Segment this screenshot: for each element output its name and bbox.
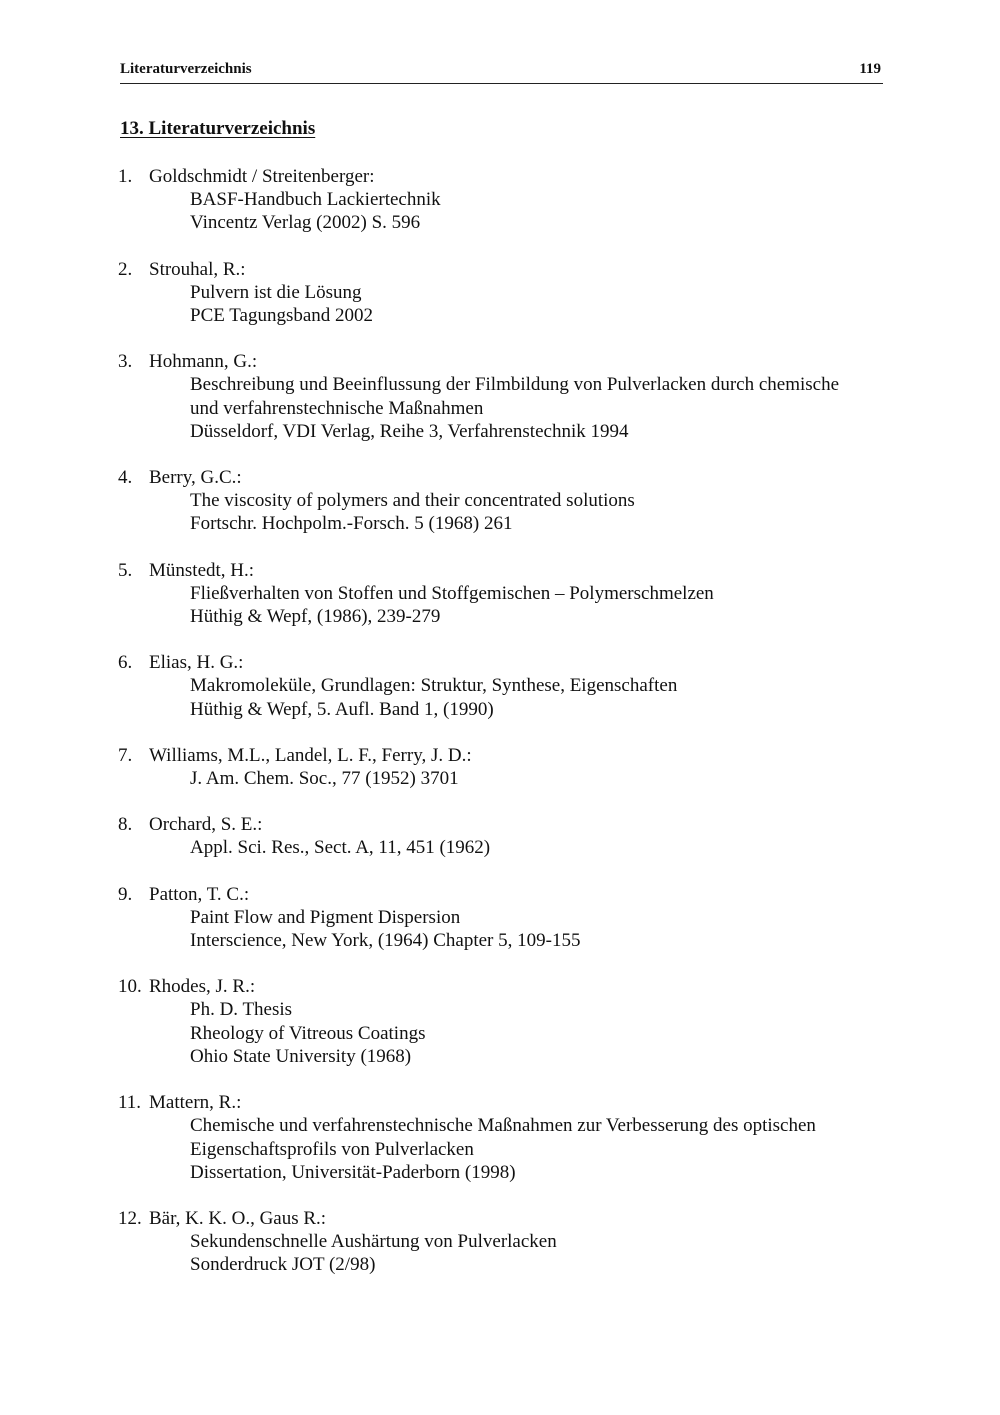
reference-head [118,883,888,906]
running-header-title: Literaturverzeichnis [120,61,252,77]
reference-item [118,883,888,953]
reference-detail-line: BASF-Handbuch Lackiertechnik [190,189,441,211]
reference-detail-line: Eigenschaftsprofils von Pulverlacken [190,1138,474,1160]
section-title: 13. Literaturverzeichnis [120,118,316,139]
reference-detail-line: Sonderdruck JOT (2/98) [190,1254,376,1276]
reference-number: 6. [118,652,133,674]
reference-number: 7. [118,744,133,766]
running-header [120,59,883,84]
reference-number: 2. [118,258,133,280]
reference-item [118,1207,888,1277]
reference-detail-line: The viscosity of polymers and their concentrated solutions [190,490,635,512]
reference-detail-line: Sekundenschnelle Aushärtung von Pulverlacken [190,1231,557,1253]
reference-detail-line: Rheology of Vitreous Coatings [190,1022,426,1044]
reference-authors: Goldschmidt / Streitenberger: [149,166,375,187]
reference-number: 3. [118,351,133,373]
reference-authors: Williams, M.L., Landel, L. F., Ferry, J. D.: [149,744,472,766]
reference-number: 4. [118,467,133,489]
reference-list [118,165,888,1300]
reference-number: 5. [118,559,133,581]
reference-detail-line: Ohio State University (1968) [190,1045,412,1067]
reference-head [118,1091,888,1114]
reference-item [118,350,888,443]
reference-detail-line: Pulvern ist die Lösung [190,281,362,303]
reference-detail-line: PCE Tagungsband 2002 [190,305,374,327]
reference-detail-line: Makromoleküle, Grundlagen: Struktur, Synthese, Eigenschaften [190,675,678,697]
reference-item [118,744,888,790]
reference-head [118,813,888,836]
reference-authors: Mattern, R.: [149,1092,242,1114]
reference-head [118,165,888,188]
reference-authors: Strouhal, R.: [149,258,246,280]
reference-authors: Münstedt, H.: [149,559,255,581]
reference-detail-line: Interscience, New York, (1964) Chapter 5, 109-155 [190,930,581,952]
reference-authors: Elias, H. G.: [149,652,244,674]
reference-authors: Hohmann, G.: [149,351,258,373]
reference-head [118,744,888,767]
reference-item [118,975,888,1068]
reference-detail-line: Fließverhalten von Stoffen und Stoffgemischen – Polymerschmelzen [190,582,714,604]
reference-authors: Bär, K. K. O., Gaus R.: [149,1207,327,1229]
reference-item [118,165,888,235]
reference-head [118,975,888,998]
reference-number: 8. [118,814,133,836]
reference-number: 10. [118,976,142,998]
reference-number: 11. [118,1092,142,1114]
reference-detail-line: Düsseldorf, VDI Verlag, Reihe 3, Verfahrenstechnik 1994 [190,420,629,442]
reference-detail-line: Hüthig & Wepf, 5. Aufl. Band 1, (1990) [190,698,494,720]
reference-authors: Orchard, S. E.: [149,814,263,836]
reference-detail-line: Ph. D. Thesis [190,999,293,1021]
reference-authors: Patton, T. C.: [149,883,250,905]
reference-item [118,466,888,536]
reference-number: 9. [118,883,133,905]
reference-detail-line: Beschreibung und Beeinflussung der Filmbildung von Pulverlacken durch chemische [190,374,840,396]
reference-head [118,1207,888,1230]
reference-detail-line: Paint Flow and Pigment Dispersion [190,906,461,928]
reference-item [118,258,888,328]
reference-detail-line: Chemische und verfahrenstechnische Maßnahmen zur Verbesserung des optischen [190,1115,816,1137]
reference-authors: Berry, G.C.: [149,467,242,489]
reference-item [118,1091,888,1184]
reference-head [118,651,888,674]
reference-head [118,466,888,489]
reference-detail-line: Fortschr. Hochpolm.-Forsch. 5 (1968) 261 [190,513,513,535]
reference-detail-line: und verfahrenstechnische Maßnahmen [190,397,484,419]
reference-detail-line: Hüthig & Wepf, (1986), 239-279 [190,606,441,628]
reference-authors: Rhodes, J. R.: [149,976,256,998]
reference-item [118,813,888,859]
reference-detail-line: Appl. Sci. Res., Sect. A, 11, 451 (1962) [190,837,491,859]
reference-number: 1. [118,166,133,187]
reference-head [118,559,888,582]
reference-item [118,651,888,721]
reference-head [118,350,888,373]
reference-item [118,559,888,629]
reference-detail-line: Dissertation, Universität-Paderborn (1998) [190,1161,516,1183]
reference-number: 12. [118,1207,142,1229]
reference-detail-line: Vincentz Verlag (2002) S. 596 [190,212,421,234]
reference-detail-line: J. Am. Chem. Soc., 77 (1952) 3701 [190,768,459,790]
page-number: 119 [859,61,881,77]
reference-head [118,258,888,281]
